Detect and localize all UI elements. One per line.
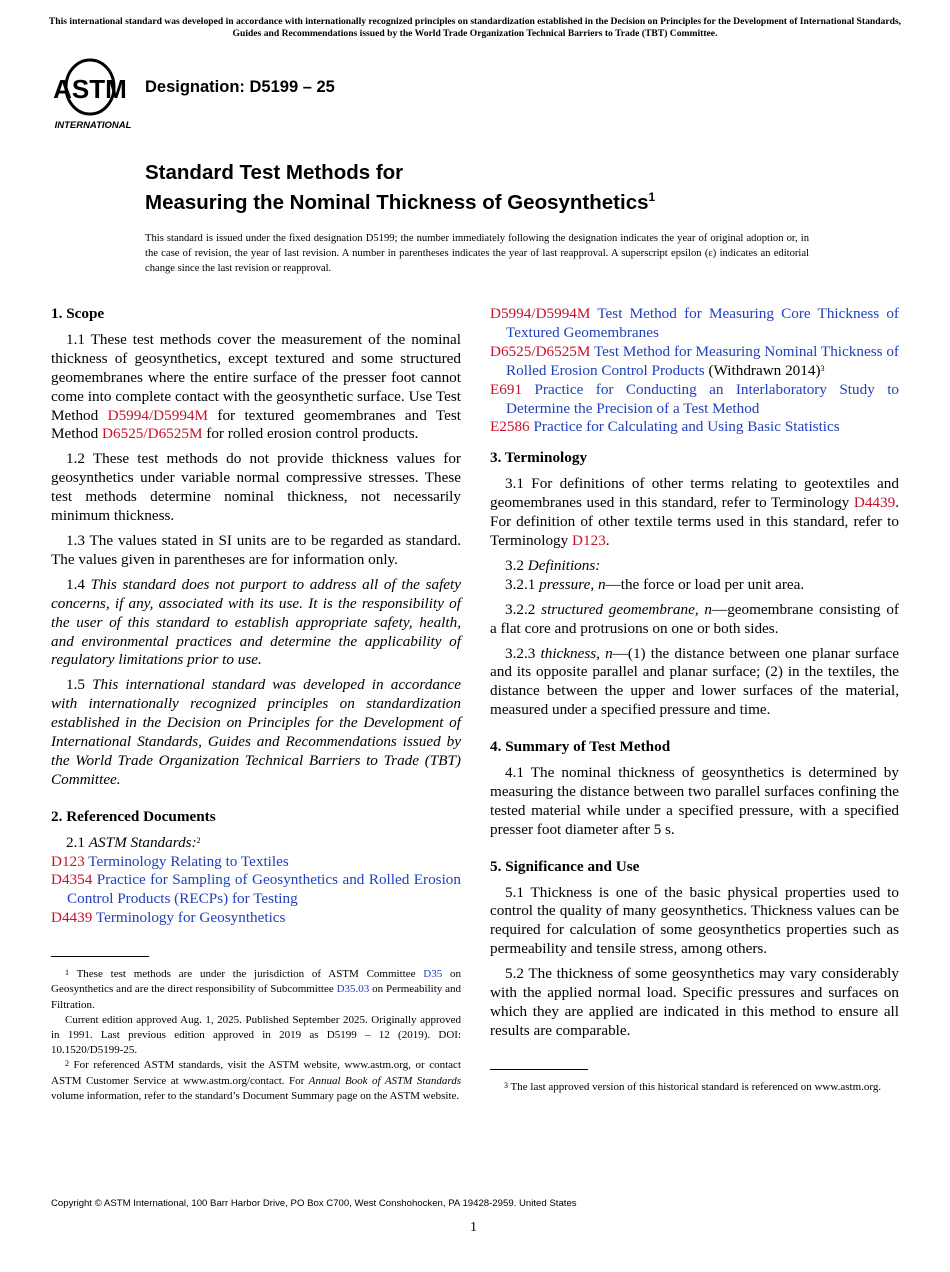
title-footnote-marker: 1 bbox=[648, 190, 656, 204]
copyright-line: Copyright © ASTM International, 100 Barr Harbor Drive, PO Box C700, West Conshohocken, PA 19428-2959. United States bbox=[51, 1198, 577, 1209]
ref-item[interactable]: D4354 Practice for Sampling of Geosynthetics and Rolled Erosion Control Products (RECPs) for Testing bbox=[51, 871, 461, 908]
para-1-3: 1.3 The values stated in SI units are to be regarded as standard. The values given in parentheses are for information only. bbox=[51, 531, 461, 568]
para-1-2: 1.2 These test methods do not provide thickness values for geosynthetics under variable normal compressive stresses. These test methods determine nominal thickness, not necessarily minimum thickness. bbox=[51, 450, 461, 525]
ref-item[interactable]: E2586 Practice for Calculating and Using Basic Statistics bbox=[490, 418, 840, 436]
tbt-banner: This international standard was developed in accordance with internationally recognized principles on standardization established in the Decision on Principles for the Development of International Standards, Guides and Recommendations issued by the World Trade Organization Technical Barriers to Trade (TBT) Committee. bbox=[48, 16, 902, 39]
section-3-heading: 3. Terminology bbox=[490, 449, 588, 467]
ref-item[interactable]: D4439 Terminology for Geosynthetics bbox=[51, 909, 286, 927]
left-column bbox=[51, 305, 461, 1104]
ref-item[interactable]: D123 Terminology Relating to Textiles bbox=[51, 852, 289, 870]
footnotes-right bbox=[490, 1080, 899, 1095]
section-2-heading: 2. Referenced Documents bbox=[51, 807, 216, 825]
footnote-1-edition: Current edition approved Aug. 1, 2025. Published September 2025. Originally approved in 1991. Last previous edition approved in 2019 as D5199 – 12 (2019). DOI: 10.1520/D5199-25. bbox=[51, 1013, 461, 1057]
ref-item[interactable]: D6525/D6525M Test Method for Measuring Nominal Thickness of Rolled Erosion Control Products (Withdrawn 2014)$^3$ bbox=[490, 342, 899, 379]
right-column bbox=[490, 305, 899, 1095]
def-pressure: 3.2.1 pressure, n—the force or load per unit area. bbox=[505, 575, 805, 593]
para-1-1: 1.1 These test methods cover the measurement of the nominal thickness of geosynthetics, except textured and some structured geomembranes where the entire surface of the presser foot cannot come into complete contact with the geosynthetic surface. Use Test Method D5994/D5994M for textured geomembranes and Test Method D6525/D6525M for rolled erosion control products. bbox=[51, 330, 461, 443]
committee-link[interactable]: D35 bbox=[423, 968, 443, 981]
ref-link-d6525[interactable]: D6525/D6525M bbox=[102, 425, 203, 443]
footnote-rule bbox=[490, 1069, 588, 1070]
para-4-1: 4.1 The nominal thickness of geosynthetics is determined by measuring the distance between two parallel surfaces confining the tested material while under a specified pressure, with a specified presser foot diameter after 5 s. bbox=[490, 764, 899, 838]
svg-text:ASTM: ASTM bbox=[53, 74, 127, 104]
ref-link-d123[interactable]: D123 bbox=[572, 531, 606, 549]
footnote-rule bbox=[51, 956, 149, 957]
ref-item[interactable]: D5994/D5994M Test Method for Measuring Core Thickness of Textured Geomembranes bbox=[490, 305, 899, 341]
para-5-1: 5.1 Thickness is one of the basic physical properties used to control the quality of many geosynthetics. Thickness values can be required for calculation of some geosynthetics properties such as permeability and tensile stress, among others. bbox=[490, 883, 899, 958]
designation: Designation: D5199 – 25 bbox=[145, 78, 335, 96]
svg-text:INTERNATIONAL: INTERNATIONAL bbox=[54, 120, 132, 131]
footnote-3: $^3$ The last approved version of this historical standard is referenced on www.astm.org. bbox=[504, 1080, 882, 1093]
title-line-2: Measuring the Nominal Thickness of Geosynthetics$^1$ bbox=[145, 190, 656, 214]
para-1-5: 1.5 This international standard was developed in accordance with internationally recognized principles on standardization established in the Decision on Principles for the Development of International Standards, Guides and Recommendations issued by the World Trade Organization Technical Barriers to Trade (TBT) Committee. bbox=[51, 676, 462, 788]
title-line-1: Standard Test Methods for bbox=[145, 161, 404, 184]
footnote-1: $^1$ These test methods are under the jurisdiction of ASTM Committee D35 on Geosynthetics and are the direct responsibility of Subcommittee D35.03 on Permeability and Filtration. bbox=[51, 968, 462, 1011]
subcommittee-link[interactable]: D35.03 bbox=[336, 983, 370, 996]
ref-link-d5994[interactable]: D5994/D5994M bbox=[107, 406, 209, 424]
section-4-heading: 4. Summary of Test Method bbox=[490, 738, 671, 756]
footnotes-left bbox=[51, 967, 461, 1104]
document-title bbox=[145, 160, 655, 215]
para-3-2: 3.2 Definitions: bbox=[505, 556, 601, 574]
footnote-2: $^2$ For referenced ASTM standards, visit the ASTM website, www.astm.org, or contact ASTM Customer Service at www.astm.org/contact. For Annual Book of ASTM Standards volume information, refer to the standard’s Document Summary page on the ASTM website. bbox=[51, 1059, 461, 1102]
def-structured-geomembrane: 3.2.2 structured geomembrane, n—geomembrane consisting of a flat core and protrusions on one or both sides. bbox=[490, 600, 899, 637]
ref-link-d4439[interactable]: D4439 bbox=[853, 494, 896, 512]
para-1-4: 1.4 This standard does not purport to address all of the safety concerns, if any, associated with its use. It is the responsibility of the user of this standard to establish appropriate safety, health, and environmental practices and determine the applicability of regulatory limitations prior to use. bbox=[51, 575, 462, 669]
section-1-heading: 1. Scope bbox=[51, 305, 105, 322]
para-2-1: 2.1 ASTM Standards:$^2$ bbox=[66, 833, 201, 851]
def-thickness: 3.2.3 thickness, n—(1) the distance between one planar surface and its opposite parallel and planar surface; (2) in the textiles, the distance between the upper and lower surfaces of the material, measured under a specified pressure and time. bbox=[490, 644, 900, 719]
page-number: 1 bbox=[470, 1220, 477, 1235]
ref-item[interactable]: E691 Practice for Conducting an Interlaboratory Study to Determine the Precision of a Test Method bbox=[490, 380, 900, 417]
designation-notice: This standard is issued under the fixed designation D5199; the number immediately following the designation indicates the year of original adoption or, in the case of revision, the year of last revision. A number in parentheses indicates the year of last reapproval. A superscript epsilon (ε) indicates an editorial change since the last revision or reapproval. bbox=[145, 233, 809, 274]
astm-logo bbox=[52, 56, 134, 132]
section-5-heading: 5. Significance and Use bbox=[490, 857, 640, 875]
para-3-1: 3.1 For definitions of other terms relating to geotextiles and geomembranes used in this standard, refer to Terminology D4439. For definition of other textile terms used in this standard, refer to Terminology D123. bbox=[490, 475, 899, 549]
para-5-2: 5.2 The thickness of some geosynthetics may vary considerably with the applied normal load. Specific pressures and surfaces on which they are applied are indicated in this method to ensure all results are comparable. bbox=[490, 965, 899, 1039]
